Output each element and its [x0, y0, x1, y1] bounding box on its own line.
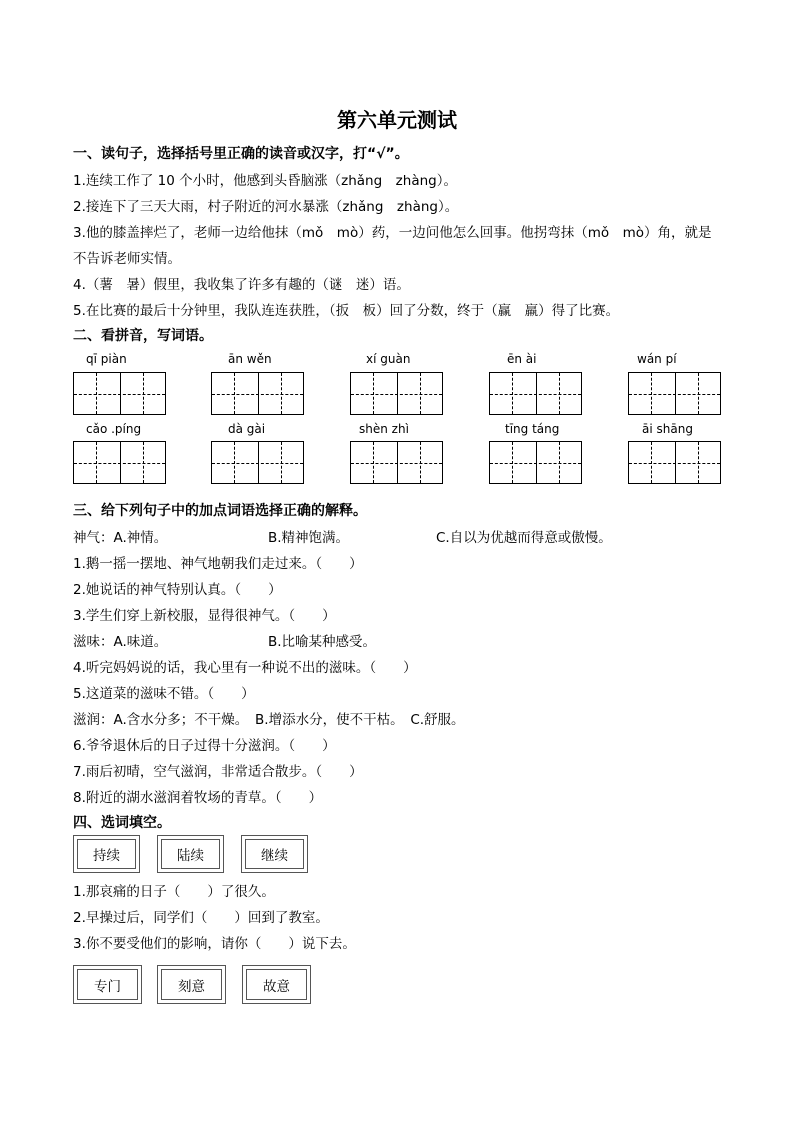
word-option-box: 陆续 — [157, 835, 224, 873]
question-line: 1.鹅一摇一摆地、神气地朝我们走过来。（ ） — [73, 556, 363, 572]
definition-shenqi-a: 神气：A.神情。 — [73, 530, 168, 546]
question-line: 3.你不要受他们的影响，请你（ ）说下去。 — [73, 936, 356, 952]
definition-shenqi-c: C.自以为优越而得意或傲慢。 — [436, 530, 612, 546]
section1-line: 5.在比赛的最后十分钟里，我队连连获胜，（扳 板）回了分数，终于（赢 羸）得了比赛。 — [73, 303, 620, 319]
question-line: 3.学生们穿上新校服，显得很神气。（ ） — [73, 608, 336, 624]
pinyin-label: ān wěn — [228, 352, 272, 366]
section1-line: 3.他的膝盖摔烂了，老师一边给他抹（mǒ mò）药，一边问他怎么回事。他拐弯抹（mǒ mò）角，就是 — [73, 225, 712, 241]
writing-grid[interactable] — [350, 372, 443, 415]
writing-grid[interactable] — [489, 372, 582, 415]
definition-shenqi-b: B.精神饱满。 — [268, 530, 350, 546]
pinyin-label: shèn zhì — [359, 422, 409, 436]
pinyin-label: cǎo .píng — [86, 422, 142, 436]
word-option-box: 持续 — [73, 835, 140, 873]
pinyin-label: qī piàn — [86, 352, 127, 366]
pinyin-label: āi shāng — [642, 422, 693, 436]
definition-zirun: 滋润：A.含水分多；不干燥。 B.增添水分，使不干枯。 C.舒服。 — [73, 712, 465, 728]
word-option-box: 专门 — [73, 965, 142, 1004]
question-line: 7.雨后初晴，空气滋润，非常适合散步。（ ） — [73, 764, 363, 780]
question-line: 8.附近的湖水滋润着牧场的青草。（ ） — [73, 790, 323, 806]
page-title: 第六单元测试 — [337, 108, 457, 132]
question-line: 2.早操过后，同学们（ ）回到了教室。 — [73, 910, 329, 926]
section2-heading: 二、看拼音，写词语。 — [73, 328, 213, 344]
pinyin-label: dà gài — [228, 422, 266, 436]
writing-grid[interactable] — [628, 441, 721, 484]
writing-grid[interactable] — [211, 372, 304, 415]
section1-line: 4.（薯 暑）假里，我收集了许多有趣的（谜 迷）语。 — [73, 277, 410, 293]
section1-heading: 一、读句子，选择括号里正确的读音或汉字，打“√”。 — [73, 146, 409, 162]
word-option-box: 刻意 — [157, 965, 226, 1004]
word-option-box: 故意 — [242, 965, 311, 1004]
question-line: 2.她说话的神气特别认真。（ ） — [73, 582, 282, 598]
writing-grid[interactable] — [211, 441, 304, 484]
section1-line: 2.接连下了三天大雨，村子附近的河水暴涨（zhǎng zhàng）。 — [73, 199, 459, 215]
question-line: 6.爷爷退休后的日子过得十分滋润。（ ） — [73, 738, 336, 754]
pinyin-label: ēn ài — [507, 352, 537, 366]
section3-heading: 三、给下列句子中的加点词语选择正确的解释。 — [73, 503, 367, 519]
section4-heading: 四、选词填空。 — [73, 815, 171, 831]
section1-line: 1.连续工作了 10 个小时，他感到头昏脑涨（zhǎng zhàng）。 — [73, 173, 457, 189]
question-line: 4.听完妈妈说的话，我心里有一种说不出的滋味。（ ） — [73, 660, 417, 676]
writing-grid[interactable] — [350, 441, 443, 484]
section1-line: 不告诉老师实情。 — [73, 251, 181, 267]
word-option-box: 继续 — [241, 835, 308, 873]
pinyin-label: tīng táng — [505, 422, 560, 436]
writing-grid[interactable] — [73, 372, 166, 415]
pinyin-label: xí guàn — [366, 352, 411, 366]
pinyin-label: wán pí — [637, 352, 677, 366]
definition-ziwei-a: 滋味：A.味道。 — [73, 634, 168, 650]
writing-grid[interactable] — [73, 441, 166, 484]
question-line: 5.这道菜的滋味不错。（ ） — [73, 686, 255, 702]
writing-grid[interactable] — [628, 372, 721, 415]
definition-ziwei-b: B.比喻某种感受。 — [268, 634, 377, 650]
question-line: 1.那哀痛的日子（ ）了很久。 — [73, 884, 275, 900]
writing-grid[interactable] — [489, 441, 582, 484]
